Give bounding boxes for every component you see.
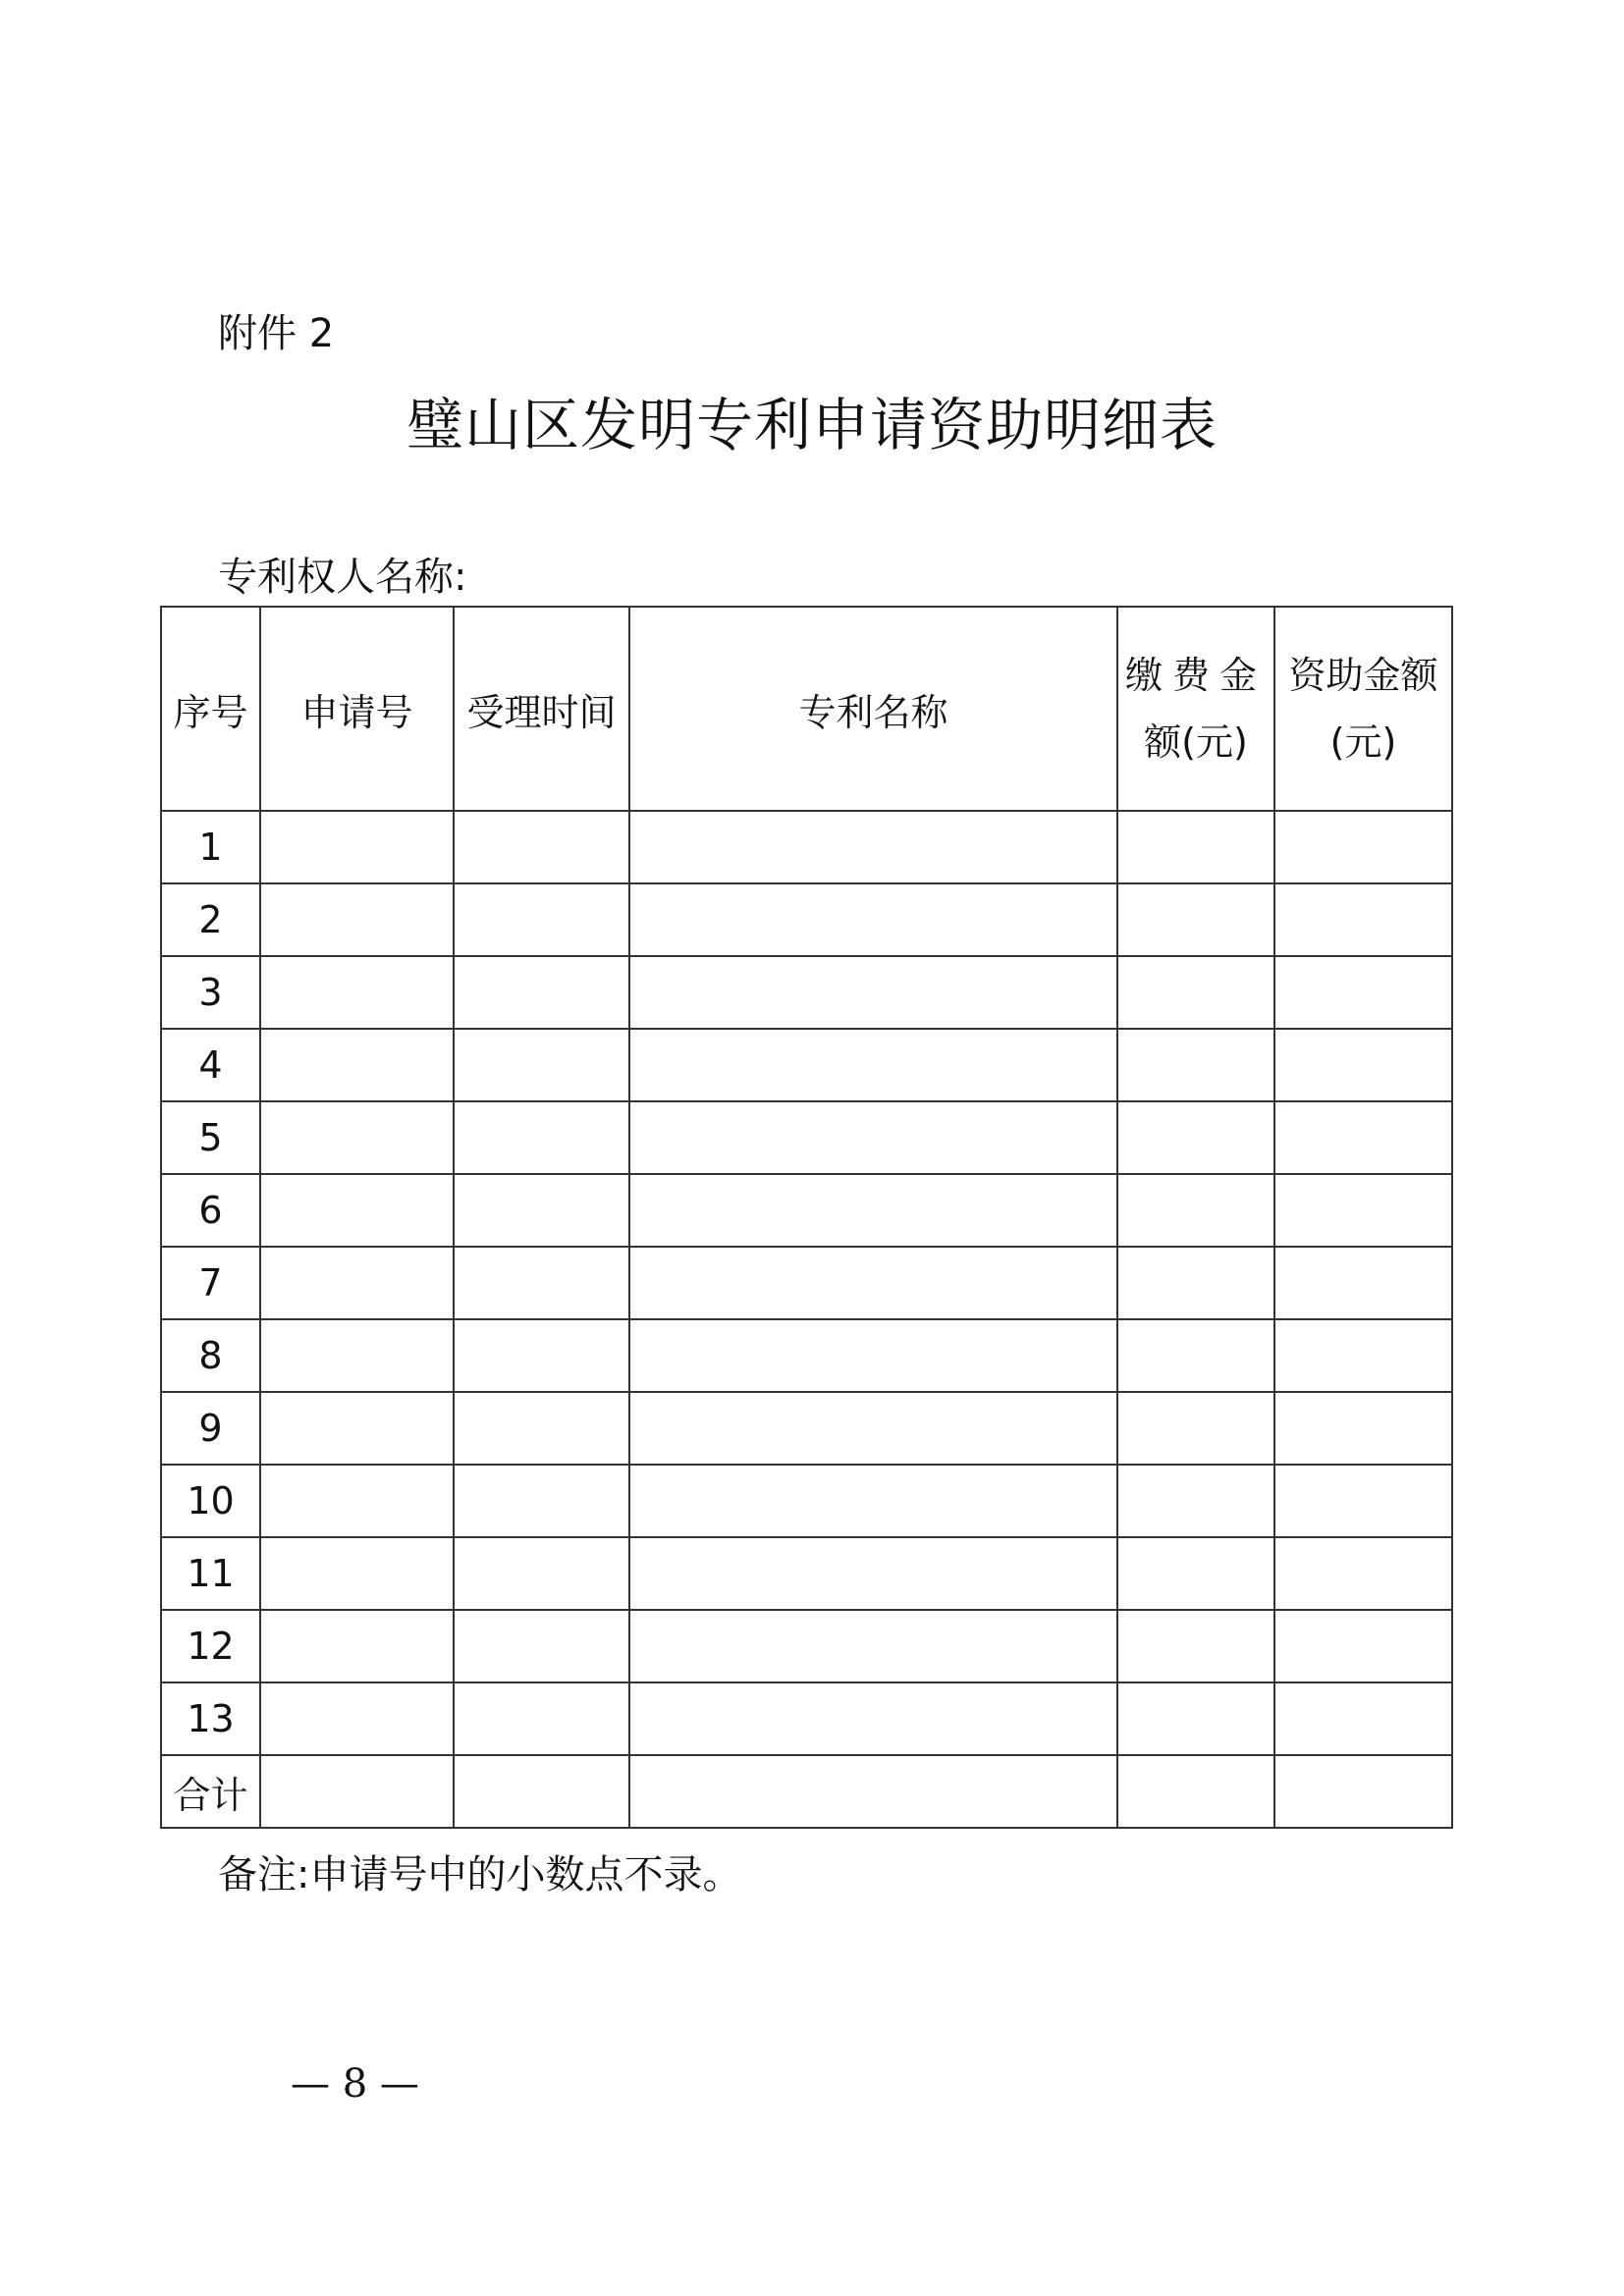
cell-subsidy-amount (1274, 1029, 1452, 1101)
cell-patent-name (629, 1029, 1117, 1101)
patent-owner-label: 专利权人名称: (218, 555, 467, 600)
cell-acceptance-time (454, 1101, 629, 1174)
cell-seq: 3 (161, 956, 260, 1029)
cell-seq: 8 (161, 1319, 260, 1392)
cell-seq: 5 (161, 1101, 260, 1174)
cell-fee-amount (1117, 956, 1274, 1029)
cell-acceptance-time (454, 1610, 629, 1682)
table-row (161, 1537, 1452, 1610)
cell-patent-name (629, 811, 1117, 883)
header-fee-amount (1117, 607, 1274, 811)
cell-fee-amount (1117, 1537, 1274, 1610)
cell-subsidy-amount (1274, 1174, 1452, 1247)
cell-subsidy-amount (1274, 956, 1452, 1029)
cell-subsidy-amount (1274, 883, 1452, 956)
cell-fee-amount (1117, 1465, 1274, 1537)
cell-acceptance-time (454, 956, 629, 1029)
cell-acceptance-time (454, 811, 629, 883)
cell-application-number (260, 1465, 454, 1537)
cell-acceptance-time (454, 1392, 629, 1465)
table-row (161, 1319, 1452, 1392)
cell-fee-amount (1117, 1174, 1274, 1247)
cell-seq: 13 (161, 1682, 260, 1755)
cell-acceptance-time (454, 1682, 629, 1755)
cell-seq: 合计 (161, 1755, 260, 1828)
cell-subsidy-amount (1274, 1610, 1452, 1682)
header-fee-amount-line1: 缴费金 (1124, 654, 1267, 697)
header-subsidy-amount-line2: (元) (1329, 721, 1397, 764)
cell-subsidy-amount (1274, 1392, 1452, 1465)
page-number: — 8 — (291, 2061, 419, 2107)
cell-application-number (260, 1029, 454, 1101)
cell-acceptance-time (454, 1465, 629, 1537)
cell-fee-amount (1117, 1247, 1274, 1319)
cell-subsidy-amount (1274, 811, 1452, 883)
cell-acceptance-time (454, 1755, 629, 1828)
cell-application-number (260, 811, 454, 883)
attachment-label: 附件 2 (218, 311, 335, 356)
cell-fee-amount (1117, 1682, 1274, 1755)
cell-fee-amount (1117, 1101, 1274, 1174)
cell-seq: 12 (161, 1610, 260, 1682)
cell-application-number (260, 1392, 454, 1465)
cell-application-number (260, 956, 454, 1029)
cell-acceptance-time (454, 1247, 629, 1319)
cell-patent-name (629, 1392, 1117, 1465)
header-subsidy-amount (1274, 607, 1452, 811)
cell-fee-amount (1117, 1755, 1274, 1828)
cell-seq: 2 (161, 883, 260, 956)
table-row (161, 883, 1452, 956)
cell-application-number (260, 883, 454, 956)
table-total-row (161, 1755, 1452, 1828)
cell-fee-amount (1117, 1610, 1274, 1682)
cell-patent-name (629, 1465, 1117, 1537)
cell-subsidy-amount (1274, 1682, 1452, 1755)
cell-seq: 4 (161, 1029, 260, 1101)
table-body (161, 811, 1452, 1828)
cell-fee-amount (1117, 1392, 1274, 1465)
cell-patent-name (629, 1755, 1117, 1828)
table-row (161, 1247, 1452, 1319)
table-row (161, 1029, 1452, 1101)
cell-seq: 11 (161, 1537, 260, 1610)
table-header-row (161, 607, 1452, 811)
cell-application-number (260, 1247, 454, 1319)
cell-acceptance-time (454, 1537, 629, 1610)
cell-application-number (260, 1755, 454, 1828)
cell-patent-name (629, 1537, 1117, 1610)
cell-acceptance-time (454, 883, 629, 956)
cell-subsidy-amount (1274, 1247, 1452, 1319)
cell-fee-amount (1117, 1319, 1274, 1392)
cell-subsidy-amount (1274, 1537, 1452, 1610)
cell-subsidy-amount (1274, 1319, 1452, 1392)
table-row (161, 1610, 1452, 1682)
remark-note: 备注:申请号中的小数点不录。 (218, 1852, 742, 1897)
table-row (161, 1174, 1452, 1247)
cell-application-number (260, 1174, 454, 1247)
cell-patent-name (629, 1174, 1117, 1247)
cell-acceptance-time (454, 1319, 629, 1392)
subsidy-detail-table (160, 606, 1453, 1829)
cell-application-number (260, 1682, 454, 1755)
cell-patent-name (629, 1682, 1117, 1755)
table-row (161, 1392, 1452, 1465)
cell-patent-name (629, 1101, 1117, 1174)
cell-fee-amount (1117, 883, 1274, 956)
cell-subsidy-amount (1274, 1755, 1452, 1828)
table-row (161, 956, 1452, 1029)
cell-patent-name (629, 956, 1117, 1029)
header-subsidy-amount-line1: 资助金额 (1288, 654, 1438, 697)
cell-patent-name (629, 1247, 1117, 1319)
cell-application-number (260, 1537, 454, 1610)
table-row (161, 1101, 1452, 1174)
cell-patent-name (629, 883, 1117, 956)
cell-acceptance-time (454, 1174, 629, 1247)
table-row (161, 1682, 1452, 1755)
cell-application-number (260, 1319, 454, 1392)
cell-seq: 7 (161, 1247, 260, 1319)
cell-seq: 9 (161, 1392, 260, 1465)
table-row (161, 1465, 1452, 1537)
cell-fee-amount (1117, 811, 1274, 883)
cell-acceptance-time (454, 1029, 629, 1101)
page-title: 璧山区发明专利申请资助明细表 (406, 392, 1218, 458)
cell-patent-name (629, 1610, 1117, 1682)
header-seq: 序号 (161, 607, 260, 811)
header-application-number: 申请号 (260, 607, 454, 811)
cell-application-number (260, 1101, 454, 1174)
cell-seq: 10 (161, 1465, 260, 1537)
cell-subsidy-amount (1274, 1465, 1452, 1537)
header-patent-name: 专利名称 (629, 607, 1117, 811)
cell-application-number (260, 1610, 454, 1682)
header-acceptance-time: 受理时间 (454, 607, 629, 811)
cell-seq: 6 (161, 1174, 260, 1247)
header-fee-amount-line2: 额(元) (1144, 721, 1248, 764)
table-row (161, 811, 1452, 883)
cell-patent-name (629, 1319, 1117, 1392)
cell-subsidy-amount (1274, 1101, 1452, 1174)
cell-fee-amount (1117, 1029, 1274, 1101)
cell-seq: 1 (161, 811, 260, 883)
